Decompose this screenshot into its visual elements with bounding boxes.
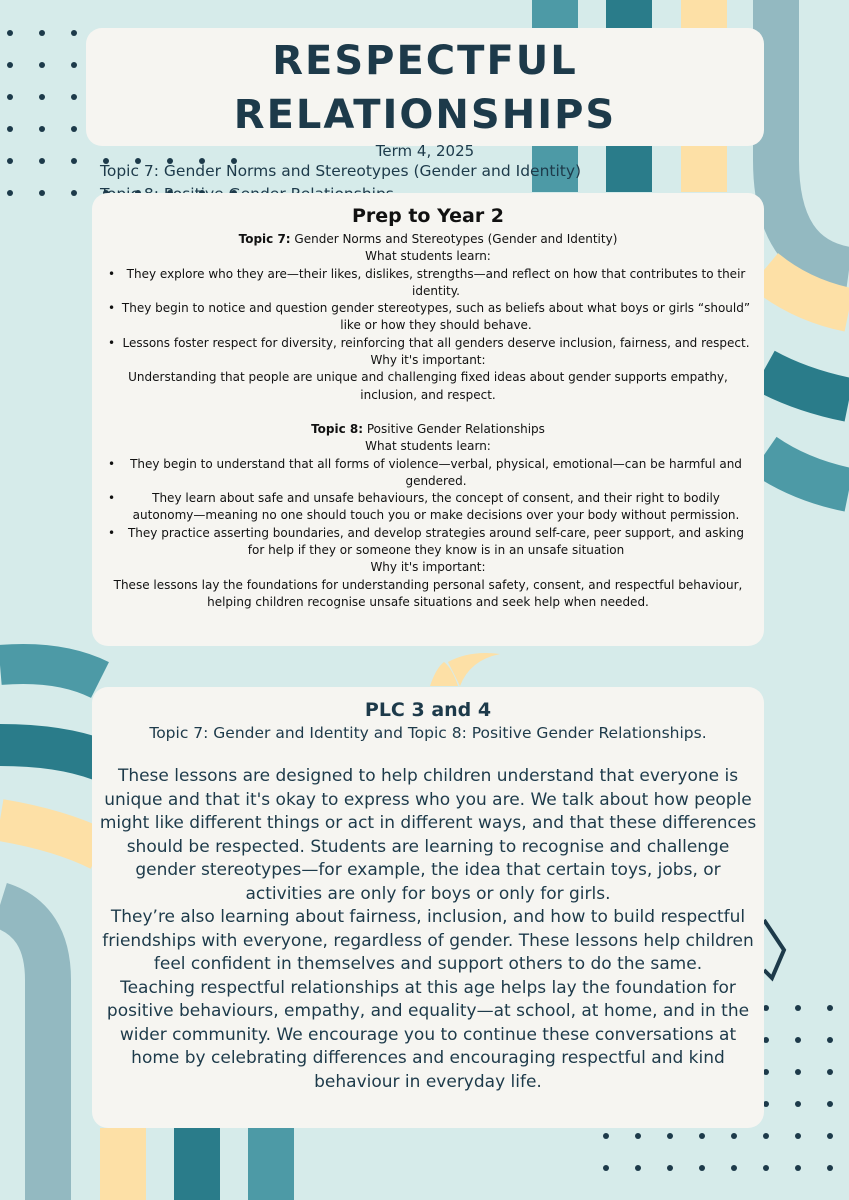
plc-body	[98, 765, 758, 1094]
topic7-why-heading: Why it's important:	[370, 353, 486, 368]
decor-dot	[827, 1037, 833, 1043]
paperclip-shape	[764, 920, 784, 978]
decor-dot	[7, 126, 13, 132]
decor-dot	[731, 1133, 737, 1139]
decor-dot	[39, 126, 45, 132]
decor-dot	[635, 1165, 641, 1171]
topic8-title	[100, 421, 756, 438]
decor-dot	[827, 1069, 833, 1075]
prep-year2-card	[92, 193, 764, 646]
bullet-icon: •	[108, 456, 116, 471]
decor-dot	[827, 1165, 833, 1171]
arc-teal-dark-left	[0, 745, 100, 760]
arc-grey-left	[0, 905, 48, 1200]
arc-teal-mid-right	[764, 455, 849, 490]
page-title: RESPECTFUL RELATIONSHIPS	[233, 38, 617, 138]
decor-dot	[795, 1101, 801, 1107]
decor-dot	[71, 30, 77, 36]
decor-dot	[71, 126, 77, 132]
plc-card	[92, 687, 764, 1128]
list-item	[100, 525, 756, 560]
term-label: Term 4, 2025	[375, 142, 475, 160]
topic8-name: Positive Gender Relationships	[363, 421, 545, 436]
topic7-title	[100, 231, 756, 248]
bullet-icon: •	[108, 491, 116, 506]
decor-dot	[71, 94, 77, 100]
decor-dot	[71, 62, 77, 68]
decor-dot	[39, 190, 45, 196]
decor-dot	[7, 94, 13, 100]
decor-dot	[731, 1165, 737, 1171]
decor-dot	[7, 158, 13, 164]
decor-dot	[795, 1069, 801, 1075]
decor-dot	[827, 1101, 833, 1107]
decor-dot	[7, 30, 13, 36]
decor-dot	[667, 1165, 673, 1171]
decor-dot	[763, 1133, 769, 1139]
bullet-text: They learn about safe and unsafe behaviours, the concept of consent, and their right to bodily autonomy—meaning no one should touch you or make decisions over your body without permission.	[132, 491, 740, 523]
bullet-text: They explore who they are—their likes, dislikes, strengths—and reflect on how that contributes to their identity.	[126, 266, 746, 298]
decor-dot	[699, 1165, 705, 1171]
bullet-text: They begin to notice and question gender stereotypes, such as beliefs about what boys or girls “should” like or how they should behave.	[121, 301, 751, 333]
decor-dot	[603, 1165, 609, 1171]
bullet-text: They begin to understand that all forms of violence—verbal, physical, emotional—can be harmful and gendered.	[130, 456, 742, 488]
arc-cream-left	[0, 820, 100, 850]
arc-grey-right	[776, 0, 849, 270]
plc-paragraph: These lessons are designed to help children understand that everyone is unique and that it's okay to express who you are. We talk about how people might like different things or act in different ways, and that these differences should be respected. Students are learning to recognise and challenge gender stereotypes—for example, the idea that certain toys, jobs, or activities are only for boys or only for girls.	[99, 766, 757, 904]
arc-teal-dark-right	[764, 370, 849, 400]
stripe-bottom-teal-dark	[174, 1128, 220, 1200]
plc-subheading: Topic 7: Gender and Identity and Topic 8: Positive Gender Relationships.	[149, 724, 707, 742]
list-item	[100, 335, 756, 352]
plc-paragraph: Teaching respectful relationships at this age helps lay the foundation for positive behaviours, empathy, and equality—at school, at home, and in the wider community. We encourage you to continue these conversations at home by celebrating differences and encouraging respectful and kind behaviour in everyday life.	[106, 977, 750, 1092]
topic7-bullet-list	[100, 266, 756, 352]
decor-dot	[795, 1037, 801, 1043]
decor-dot	[667, 1133, 673, 1139]
decor-dot	[39, 94, 45, 100]
decor-dot	[763, 1165, 769, 1171]
list-item	[100, 456, 756, 491]
topic8-bullet-list	[100, 456, 756, 560]
decor-dot	[71, 190, 77, 196]
bullet-icon: •	[108, 335, 116, 350]
topic7-name: Gender Norms and Stereotypes (Gender and Identity)	[290, 232, 618, 246]
decor-dot	[71, 158, 77, 164]
plc-heading: PLC 3 and 4	[364, 699, 492, 721]
spacer	[100, 404, 756, 421]
bullet-text: They practice asserting boundaries, and develop strategies around self-care, peer support, and asking for help if they or someone they know is in an unsafe situation	[127, 525, 745, 558]
decor-dot	[603, 1133, 609, 1139]
list-item	[100, 300, 756, 335]
decor-dot	[699, 1133, 705, 1139]
list-item	[100, 490, 756, 525]
header-topic-7: Topic 7: Gender Norms and Stereotypes (Gender and Identity)	[100, 162, 582, 180]
decor-dot	[7, 190, 13, 196]
topic7-learn-heading: What students learn:	[365, 249, 491, 264]
bullet-icon: •	[108, 266, 116, 281]
topic8-learn-heading: What students learn:	[365, 439, 491, 454]
bullet-text: Lessons foster respect for diversity, reinforcing that all genders deserve inclusion, fairness, and respect.	[122, 335, 750, 350]
decor-dot	[635, 1133, 641, 1139]
arc-teal-mid-left	[0, 664, 100, 680]
decor-dot	[7, 62, 13, 68]
stripe-bottom-cream	[100, 1128, 146, 1200]
decor-dot	[827, 1133, 833, 1139]
topic8-label: Topic 8:	[311, 421, 364, 436]
list-item	[100, 266, 756, 301]
topic7-label: Topic 7:	[238, 232, 291, 246]
stripe-bottom-teal-mid	[248, 1128, 294, 1200]
header-card	[86, 28, 764, 180]
bullet-icon: •	[108, 301, 116, 316]
decor-dot	[795, 1005, 801, 1011]
prep-heading: Prep to Year 2	[351, 205, 505, 227]
decor-dot	[795, 1133, 801, 1139]
decor-dot	[39, 62, 45, 68]
plc-paragraph: They’re also learning about fairness, inclusion, and how to build respectful friendships with everyone, regardless of gender. These lessons help children feel confident in themselves and support others to do the same.	[102, 907, 754, 974]
topic7-why-text: Understanding that people are unique and challenging fixed ideas about gender supports empathy, inclusion, and respect.	[128, 370, 728, 402]
topic8-why-text: These lessons lay the foundations for understanding personal safety, consent, and respectful behaviour, helping children recognise unsafe situations and seek help when needed.	[113, 577, 743, 609]
decor-dot	[39, 158, 45, 164]
topic8-why-heading: Why it's important:	[370, 560, 486, 575]
bullet-icon: •	[108, 525, 116, 540]
decor-dot	[827, 1005, 833, 1011]
decor-dot	[39, 30, 45, 36]
decor-dot	[795, 1165, 801, 1171]
